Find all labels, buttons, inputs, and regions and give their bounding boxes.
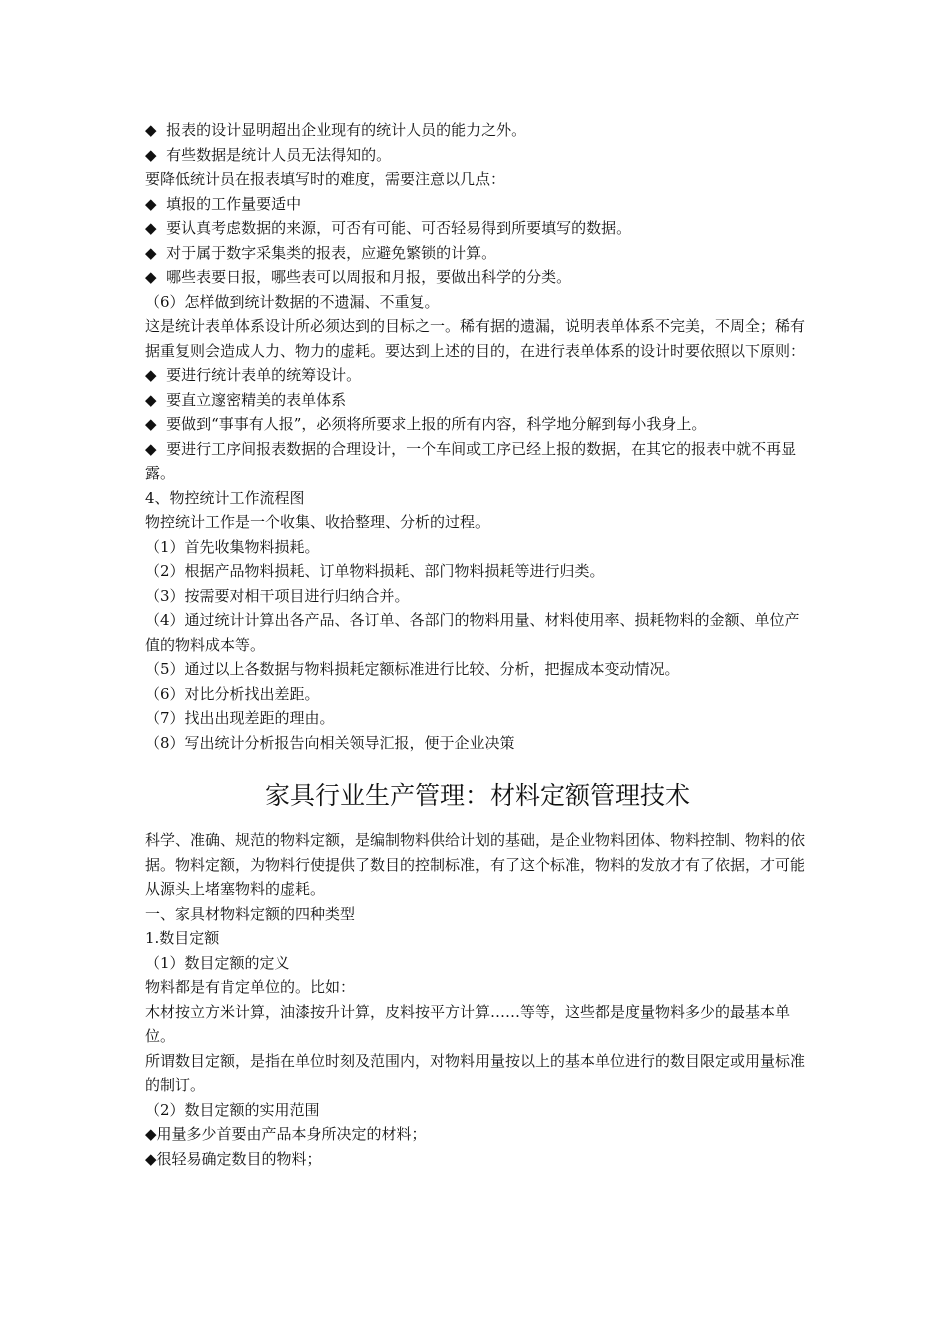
section-2 (145, 828, 810, 1171)
text-line: （8）写出统计分析报告向相关领导汇报，便于企业决策 (145, 733, 515, 752)
text-line: ◆ 对于属于数字采集类的报表，应避免繁锁的计算。 (145, 243, 497, 262)
subheading: 一、家具材物料定额的四种类型 (145, 904, 356, 923)
text-line: ◆ 要直立邃密精美的表单体系 (145, 390, 347, 409)
text-line: ◆ 有些数据是统计人员无法得知的。 (145, 145, 392, 164)
document-body (145, 118, 810, 1171)
paragraph: 木材按立方米计算，油漆按升计算，皮料按平方计算……等等，这些都是度量物料多少的最基本单位。 (145, 1002, 791, 1045)
text-line: （1）数目定额的定义 (145, 953, 290, 972)
text-line: （6）怎样做到统计数据的不遗漏、不重复。 (145, 292, 440, 311)
text-line: （2）数目定额的实用范围 (145, 1100, 320, 1119)
text-line: （1）首先收集物料损耗。 (145, 537, 320, 556)
paragraph: 这是统计表单体系设计所必须达到的目标之一。稀有据的遗漏，说明表单体系不完美，不周全；稀有据重复则会造成人力、物力的虚耗。要达到上述的目的，在进行表单体系的设计时要依照以下原则： (145, 317, 806, 360)
text-line: （3）按需要对相干项目进行归纳合并。 (145, 586, 410, 605)
subheading: 1.数目定额 (145, 929, 220, 947)
paragraph: 科学、准确、规范的物料定额，是编制物料供给计划的基础，是企业物料团体、物料控制、物料的依据。物料定额，为物料行使提供了数目的控制标准，有了这个标准，物料的发放才有了依据，才可能从源头上堵塞物料的虚耗。 (145, 831, 806, 898)
subheading: 4、物控统计工作流程图 (145, 488, 305, 507)
text-line: （2）根据产品物料损耗、订单物料损耗、部门物料损耗等进行归类。 (145, 562, 605, 580)
text-line: （6）对比分析找出差距。 (145, 684, 320, 703)
text-line: （7）找出出现差距的理由。 (145, 709, 335, 727)
section-1 (145, 118, 810, 755)
paragraph: （4）通过统计计算出各产品、各订单、各部门的物料用量、材料使用率、损耗物料的金额、单位产值的物料成本等。 (145, 611, 800, 654)
page-title: 家具行业生产管理：材料定额管理技术 (264, 781, 690, 810)
text-line: 物控统计工作是一个收集、收拾整理、分析的过程。 (145, 513, 491, 531)
paragraph: 所谓数目定额，是指在单位时刻及范围内，对物料用量按以上的基本单位进行的数目限定或用量标准的制订。 (145, 1051, 806, 1094)
text-line: 要降低统计员在报表填写时的难度，需要注意以几点： (145, 170, 506, 188)
text-line: ◆ 要认真考虑数据的来源，可否有可能、可否轻易得到所要填写的数据。 (145, 219, 632, 237)
text-line: ◆ 填报的工作量要适中 (145, 194, 302, 213)
text-line: ◆很轻易确定数目的物料； (145, 1149, 322, 1168)
text-line: 物料都是有肯定单位的。比如： (145, 978, 356, 996)
text-line: ◆用量多少首要由产品本身所决定的材料； (145, 1125, 427, 1143)
text-line: ◆ 要进行统计表单的统筹设计。 (145, 366, 362, 384)
text-line: （5）通过以上各数据与物料损耗定额标准进行比较、分析，把握成本变动情况。 (145, 660, 680, 678)
text-line: ◆ 哪些表要日报，哪些表可以周报和月报，要做出科学的分类。 (145, 268, 572, 286)
paragraph: ◆ 要进行工序间报表数据的合理设计，一个车间或工序已经上报的数据，在其它的报表中就不再显露。 (145, 439, 797, 482)
text-line: ◆ 要做到“事事有人报”，必须将所要求上报的所有内容，科学地分解到每小我身上。 (145, 415, 707, 433)
text-line: ◆ 报表的设计显明超出企业现有的统计人员的能力之外。 (145, 121, 527, 139)
